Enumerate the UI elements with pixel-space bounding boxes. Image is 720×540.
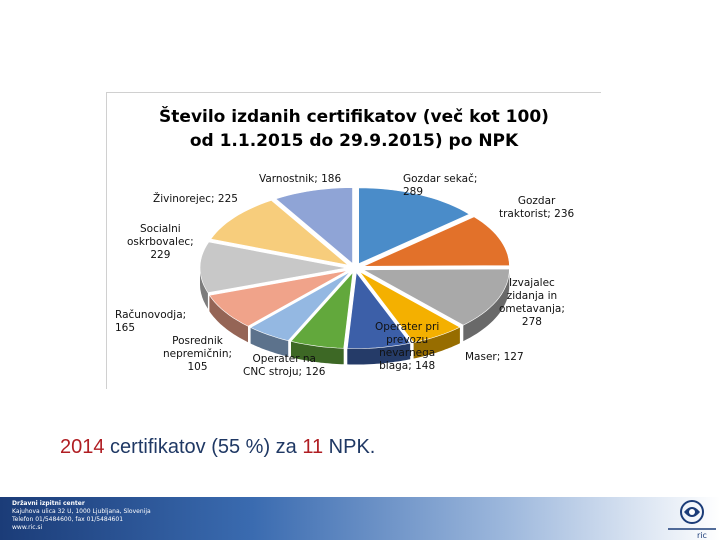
- slice-label-socialni-oskrbovalec: Socialni oskrbovalec; 229: [127, 223, 194, 261]
- logo-text: ric: [697, 531, 707, 540]
- caption: [60, 436, 375, 459]
- chart-title-line-2: od 1.1.2015 do 29.9.2015) po NPK: [189, 131, 519, 151]
- caption-middle: certifikatov (55 %) za: [104, 436, 303, 458]
- slice-label-operater-cnc: Operater na CNC stroju; 126: [243, 353, 326, 378]
- caption-npk-count: 11: [302, 436, 324, 458]
- slice-label-zivinorejec: Živinorejec; 225: [153, 193, 238, 205]
- footer-contact: [12, 500, 151, 532]
- caption-end: NPK.: [323, 436, 376, 458]
- slice-label-operater-prevoz: Operater pri prevozu nevarnega blaga; 148: [375, 321, 440, 372]
- caption-count: 2014: [60, 436, 105, 458]
- slice-label-racunovodja: Računovodja; 165: [115, 309, 187, 334]
- ric-logo-icon: [662, 496, 718, 540]
- slice-label-varnostnik: Varnostnik; 186: [259, 173, 342, 185]
- footer-org-name: Državni izpitni center: [12, 500, 85, 507]
- chart-title-line-1: Število izdanih certifikatov (več kot 100): [159, 107, 549, 127]
- footer-phone: Telefon 01/5484600, fax 01/5484601: [12, 516, 124, 523]
- slice-label-gozdar-traktorist: Gozdar traktorist; 236: [499, 195, 575, 220]
- slice-label-maser: Maser; 127: [465, 351, 524, 363]
- slice-label-posrednik: Posrednik nepremičnin; 105: [163, 335, 233, 373]
- slice-label-gozdar-sekac: Gozdar sekač; 289: [403, 173, 478, 198]
- pie-chart: [106, 92, 601, 389]
- footer-address: Kajuhova ulica 32 U, 1000 Ljubljana, Slovenija: [12, 508, 151, 515]
- footer-website[interactable]: www.ric.si: [12, 524, 43, 531]
- slice-label-izvajalec-zidanja: Izvajalec zidanja in ometavanja; 278: [499, 277, 565, 328]
